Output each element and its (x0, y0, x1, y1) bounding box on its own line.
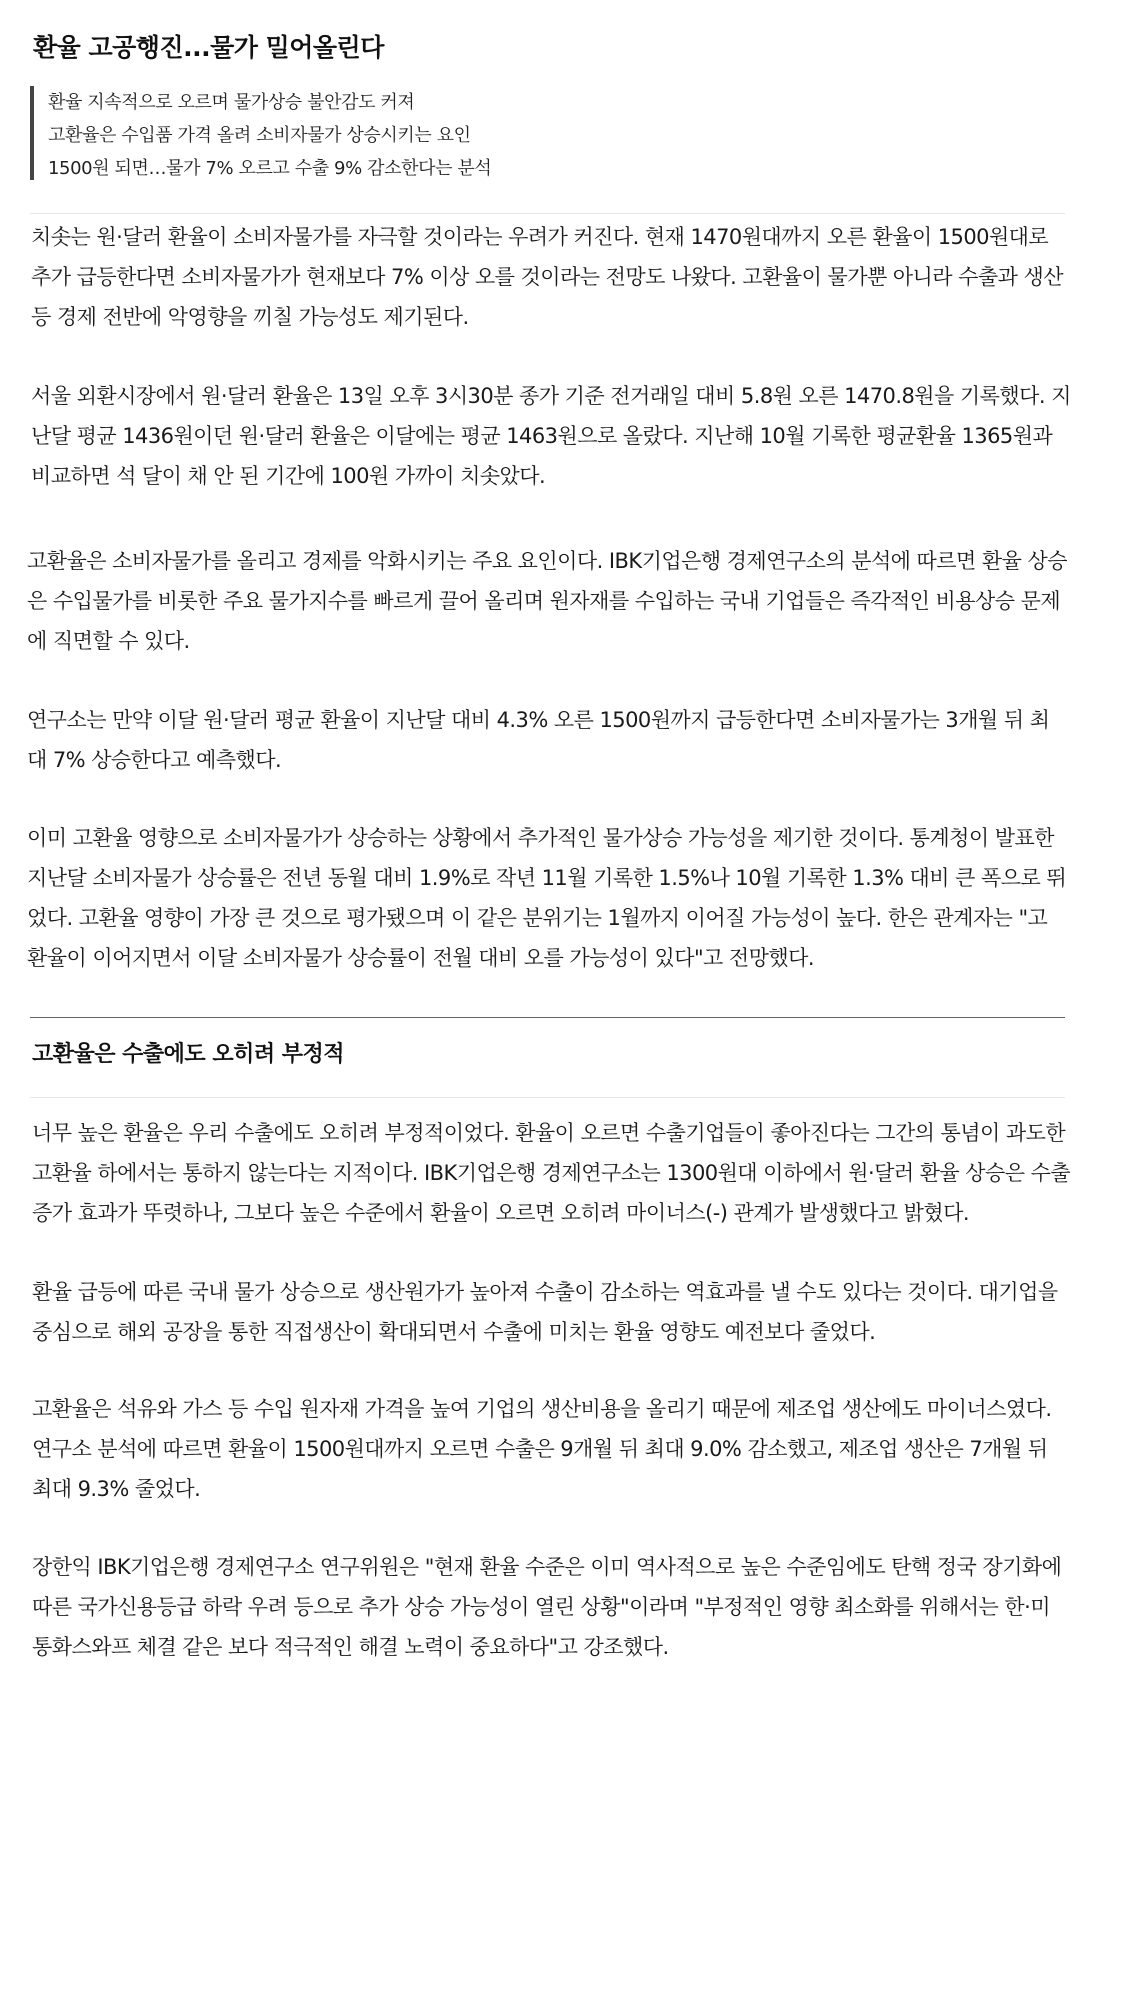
article-paragraph: 이미 고환율 영향으로 소비자물가가 상승하는 상황에서 추가적인 물가상승 가능성을 제기한 것이다. 통계청이 발표한 지난달 소비자물가 상승률은 전년 동월 대비 1.9%로 작년 11월 기록한 1.5%나 10월 기록한 1.3% 대비 큰 폭으로 뛰었다. 고환율 영향이 가장 큰 것으로 평가됐으며 이 같은 분위기는 1월까지 이어질 가능성이 높다. 한은 관계자는 "고환율이 이어지면서 이달 소비자물가 상승률이 전월 대비 오를 가능성이 있다"고 전망했다. (27, 826, 1067, 970)
summary-line: 고환율은 수입품 가격 올려 소비자물가 상승시키는 요인 (48, 125, 471, 146)
article-paragraph: 환율 급등에 따른 국내 물가 상승으로 생산원가가 높아져 수출이 감소하는 역효과를 낼 수도 있다는 것이다. 대기업을 중심으로 해외 공장을 통한 직접생산이 확대되면서 수출에 미치는 환율 영향도 예전보다 줄었다. (32, 1280, 1058, 1344)
article-paragraph: 고환율은 소비자물가를 올리고 경제를 악화시키는 주요 요인이다. IBK기업은행 경제연구소의 분석에 따르면 환율 상승은 수입물가를 비롯한 주요 물가지수를 빠르게 끌어 올리며 원자재를 수입하는 국내 기업들은 즉각적인 비용상승 문제에 직면할 수 있다. (27, 549, 1067, 653)
summary-line: 1500원 되면…물가 7% 오르고 수출 9% 감소한다는 분석 (48, 158, 492, 179)
section-subheading: 고환율은 수출에도 오히려 부정적 (32, 1042, 345, 1067)
article-paragraph: 치솟는 원·달러 환율이 소비자물가를 자극할 것이라는 우려가 커진다. 현재 1470원대까지 오른 환율이 1500원대로 추가 급등한다면 소비자물가가 현재보다 7% 이상 오를 것이라는 전망도 나왔다. 고환율이 물가뿐 아니라 수출과 생산 등 경제 전반에 악영향을 끼칠 가능성도 제기된다. (31, 225, 1063, 329)
summary-line: 환율 지속적으로 오르며 물가상승 불안감도 커져 (48, 92, 415, 113)
article-paragraph: 고환율은 석유와 가스 등 수입 원자재 가격을 높여 기업의 생산비용을 올리기 때문에 제조업 생산에도 마이너스였다. 연구소 분석에 따르면 환율이 1500원대까지 오르면 수출은 9개월 뒤 최대 9.0% 감소했고, 제조업 생산은 7개월 뒤 최대 9.3% 줄었다. (32, 1397, 1052, 1501)
article-paragraph: 연구소는 만약 이달 원·달러 평균 환율이 지난달 대비 4.3% 오른 1500원까지 급등한다면 소비자물가는 3개월 뒤 최대 7% 상승한다고 예측했다. (27, 708, 1050, 772)
article-paragraph: 너무 높은 환율은 우리 수출에도 오히려 부정적이었다. 환율이 오르면 수출기업들이 좋아진다는 그간의 통념이 과도한 고환율 하에서는 통하지 않는다는 지적이다. IBK기업은행 경제연구소는 1300원대 이하에서 원·달러 환율 상승은 수출 증가 효과가 뚜렷하나, 그보다 높은 수준에서 환율이 오르면 오히려 마이너스(-) 관계가 발생했다고 밝혔다. (32, 1121, 1071, 1225)
article-paragraph: 장한익 IBK기업은행 경제연구소 연구위원은 "현재 환율 수준은 이미 역사적으로 높은 수준임에도 탄핵 정국 장기화에 따른 국가신용등급 하락 우려 등으로 추가 상승 가능성이 열린 상황"이라며 "부정적인 영향 최소화를 위해서는 한·미 통화스와프 체결 같은 보다 적극적인 해결 노력이 중요하다"고 강조했다. (32, 1555, 1062, 1659)
article-title: 환율 고공행진...물가 밀어올린다 (33, 33, 384, 62)
summary-divider (30, 213, 1065, 214)
article-summary (30, 86, 748, 180)
subheading-divider (30, 1097, 1065, 1098)
article-paragraph: 서울 외환시장에서 원·달러 환율은 13일 오후 3시30분 종가 기준 전거래일 대비 5.8원 오른 1470.8원을 기록했다. 지난달 평균 1436원이던 원·달러 환율은 이달에는 평균 1463원으로 올랐다. 지난해 10월 기록한 평균환율 1365원과 비교하면 석 달이 채 안 된 기간에 100원 가까이 치솟았다. (31, 384, 1071, 488)
section-divider (30, 1017, 1065, 1018)
